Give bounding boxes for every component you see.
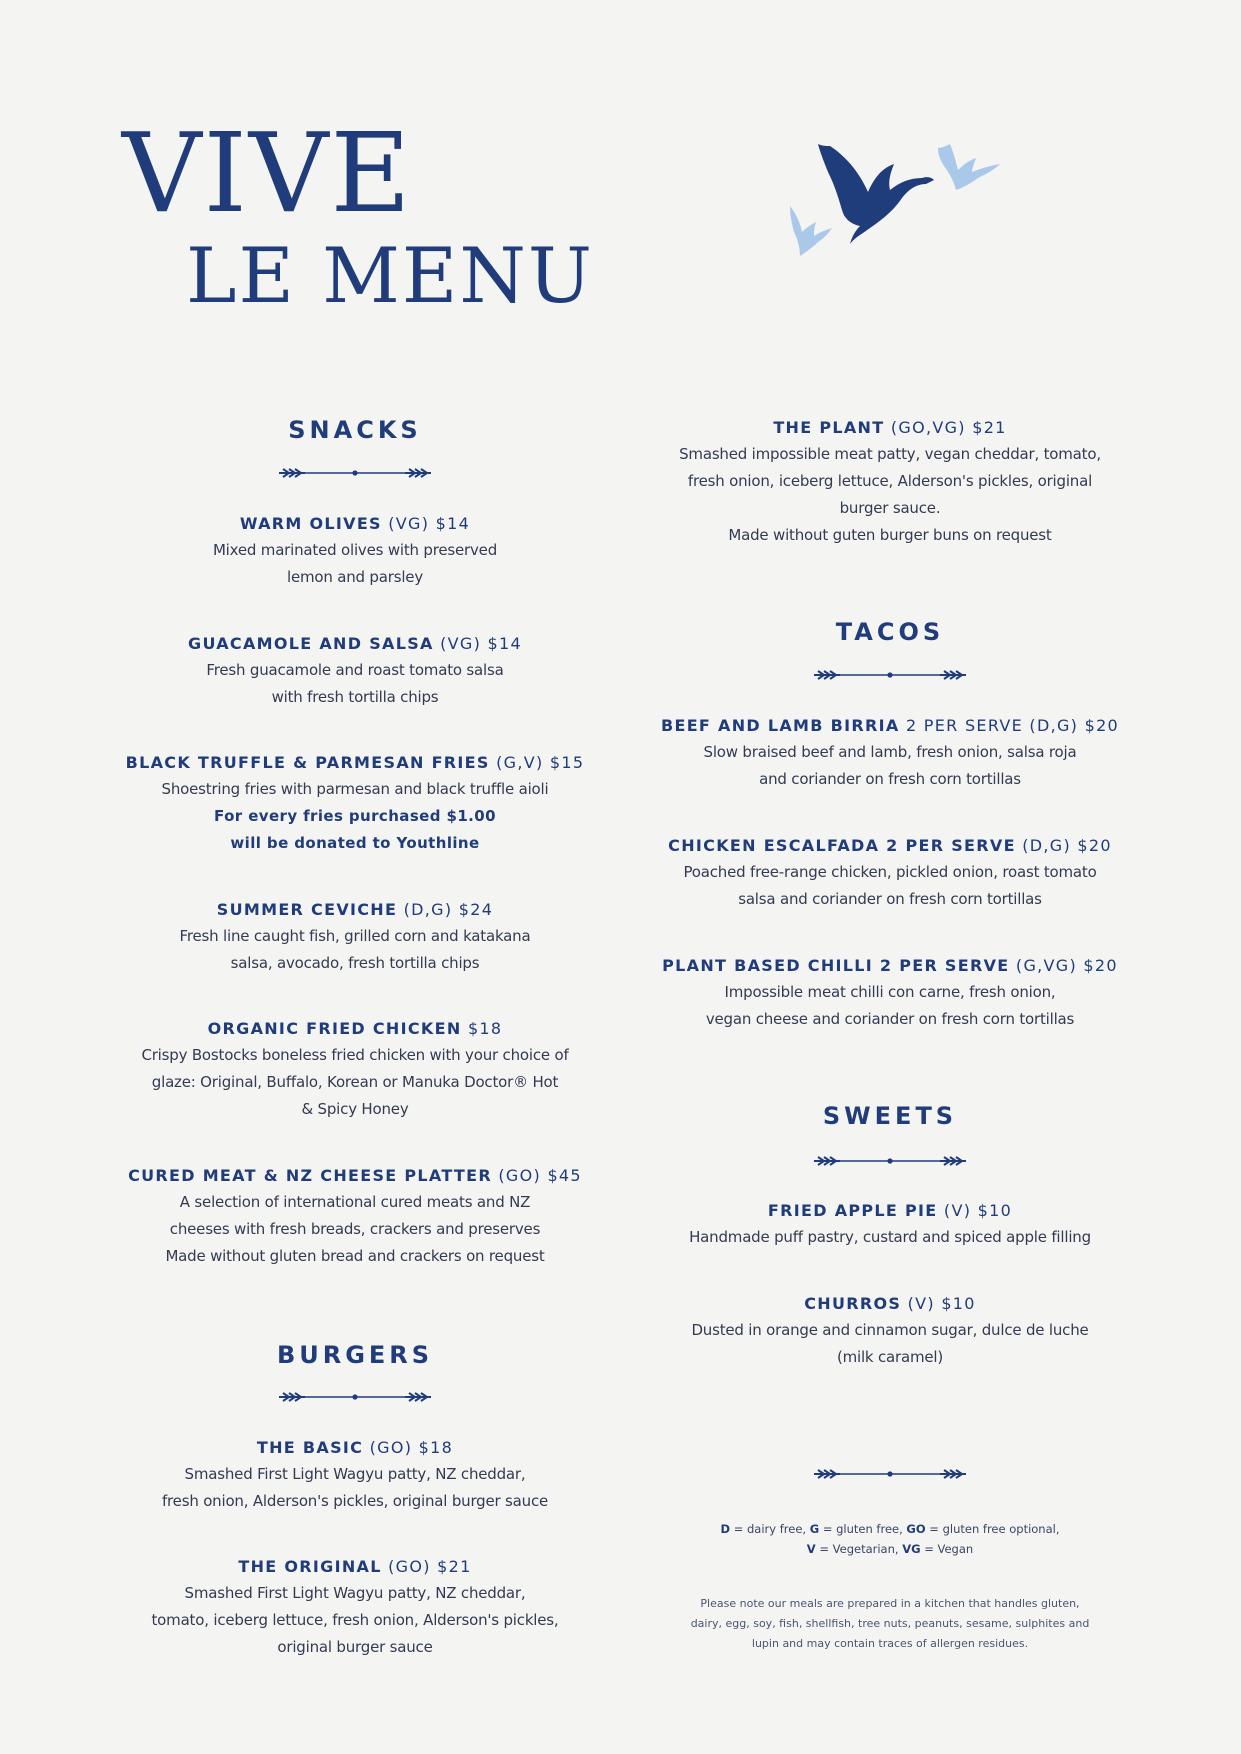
item-description-line: Made without gluten bread and crackers on request — [165, 1247, 545, 1265]
item-tags: (VG) $14 — [388, 514, 471, 533]
menu-item-truffle-fries — [122, 749, 588, 857]
item-name: CHURROS — [804, 1294, 902, 1313]
item-description-line: Slow braised beef and lamb, fresh onion, salsa roja — [703, 743, 1077, 761]
item-description-line: salsa and coriander on fresh corn tortillas — [738, 890, 1042, 908]
section-title-burgers: BURGERS — [276, 1341, 434, 1369]
menu-item-the-basic — [122, 1434, 588, 1515]
menu-item-plant-chilli — [655, 952, 1125, 1033]
allergen-note — [655, 1594, 1125, 1654]
item-tags: (GO) $21 — [388, 1557, 472, 1576]
item-description-line: glaze: Original, Buffalo, Korean or Manuka Doctor® Hot — [151, 1073, 559, 1091]
item-description-line: cheeses with fresh breads, crackers and preserves — [169, 1220, 541, 1238]
item-description-line: Shoestring fries with parmesan and black truffle aioli — [161, 780, 549, 798]
menu-item-cured-meat-platter — [122, 1162, 588, 1270]
item-name: THE PLANT — [773, 418, 885, 437]
section-title-tacos: TACOS — [835, 618, 945, 646]
item-description-line: burger sauce. — [839, 499, 941, 517]
right-column — [655, 0, 1125, 1754]
item-description-line: A selection of international cured meats and NZ — [179, 1193, 531, 1211]
menu-item-churros — [655, 1290, 1125, 1371]
item-description-line: Made without guten burger buns on request — [728, 526, 1052, 544]
item-tags: (GO) $18 — [369, 1438, 454, 1457]
item-description-line: Fresh guacamole and roast tomato salsa — [206, 661, 504, 679]
item-description-line: Poached free-range chicken, pickled onion, roast tomato — [683, 863, 1097, 881]
item-description-line: (milk caramel) — [836, 1348, 944, 1366]
menu-item-birria — [655, 712, 1125, 793]
item-name: WARM OLIVES — [239, 514, 382, 533]
legend-key: V — [806, 1542, 816, 1556]
item-description-line: lemon and parsley — [286, 568, 424, 586]
ornament-divider-icon — [810, 666, 970, 684]
item-tags: (G,V) $15 — [496, 753, 585, 772]
section-title-sweets: SWEETS — [822, 1102, 958, 1130]
legend-text: = gluten free optional, — [925, 1522, 1060, 1536]
item-description-line: original burger sauce — [277, 1638, 433, 1656]
menu-item-the-plant — [655, 414, 1125, 549]
item-tags: (D,G) $24 — [403, 900, 494, 919]
item-name: THE BASIC — [256, 1438, 364, 1457]
item-name: CURED MEAT & NZ CHEESE PLATTER — [128, 1166, 492, 1185]
item-description-line: Smashed First Light Wagyu patty, NZ cheddar, — [184, 1584, 526, 1602]
legend-text: = gluten free, — [819, 1522, 907, 1536]
item-tags: (GO) $45 — [498, 1166, 582, 1185]
item-description-line: salsa, avocado, fresh tortilla chips — [230, 954, 480, 972]
item-description-line: Fresh line caught fish, grilled corn and katakana — [179, 927, 531, 945]
legend-text: = dairy free, — [730, 1522, 810, 1536]
item-description-line: & Spicy Honey — [301, 1100, 409, 1118]
item-description-line: Crispy Bostocks boneless fried chicken with your choice of — [141, 1046, 569, 1064]
menu-item-summer-ceviche — [122, 896, 588, 977]
item-name: GUACAMOLE AND SALSA — [188, 634, 434, 653]
item-name: ORGANIC FRIED CHICKEN — [207, 1019, 462, 1038]
allergen-note-line: Please note our meals are prepared in a kitchen that handles gluten, — [700, 1597, 1080, 1610]
item-description-line: Dusted in orange and cinnamon sugar, dulce de luche — [691, 1321, 1089, 1339]
legend-key: GO — [906, 1522, 926, 1536]
item-description-line: and coriander on fresh corn tortillas — [759, 770, 1021, 788]
legend-text: = Vegetarian, — [815, 1542, 903, 1556]
menu-title-line-2: LE MENU — [186, 231, 594, 320]
menu-item-the-original — [122, 1553, 588, 1661]
item-description-line: Handmade puff pastry, custard and spiced apple filling — [689, 1228, 1091, 1246]
menu-item-fried-chicken — [122, 1015, 588, 1123]
item-name: FRIED APPLE PIE — [767, 1201, 938, 1220]
item-description-line: Impossible meat chilli con carne, fresh onion, — [724, 983, 1056, 1001]
item-tags: (GO,VG) $21 — [890, 418, 1007, 437]
item-tags: (V) $10 — [943, 1201, 1013, 1220]
allergen-note-line: lupin and may contain traces of allergen residues. — [751, 1637, 1029, 1650]
menu-title-line-1: VIVE — [122, 109, 413, 237]
item-description-line: tomato, iceberg lettuce, fresh onion, Alderson's pickles, — [151, 1611, 559, 1629]
legend-key: D — [720, 1522, 731, 1536]
item-tags: $18 — [467, 1019, 503, 1038]
allergen-note-line: dairy, egg, soy, fish, shellfish, tree nuts, peanuts, sesame, sulphites and — [690, 1617, 1090, 1630]
item-description-line: with fresh tortilla chips — [271, 688, 439, 706]
item-name: CHICKEN ESCALFADA 2 PER SERVE — [668, 836, 1016, 855]
item-name: BLACK TRUFFLE & PARMESAN FRIES — [125, 753, 490, 772]
legend-text: = Vegan — [920, 1542, 974, 1556]
ornament-divider-icon — [810, 1152, 970, 1170]
item-description-line: vegan cheese and coriander on fresh corn tortillas — [705, 1010, 1075, 1028]
item-description-line: Smashed First Light Wagyu patty, NZ cheddar, — [184, 1465, 526, 1483]
item-name: SUMMER CEVICHE — [216, 900, 398, 919]
item-name: THE ORIGINAL — [238, 1557, 382, 1576]
legend-key: G — [809, 1522, 820, 1536]
donation-note-line: For every fries purchased $1.00 — [214, 807, 496, 825]
item-tags: (D,G) $20 — [1022, 836, 1112, 855]
item-description-line: fresh onion, iceberg lettuce, Alderson's pickles, original — [687, 472, 1093, 490]
menu-item-chicken-escalfada — [655, 832, 1125, 913]
item-description-line: Mixed marinated olives with preserved — [212, 541, 498, 559]
item-tags: (VG) $14 — [440, 634, 522, 653]
menu-item-guacamole — [122, 630, 588, 711]
dietary-legend — [655, 1519, 1125, 1559]
menu-item-warm-olives — [122, 510, 588, 591]
donation-note-line: will be donated to Youthline — [230, 834, 480, 852]
item-tags: (G,VG) $20 — [1015, 956, 1118, 975]
item-description-line: Smashed impossible meat patty, vegan cheddar, tomato, — [679, 445, 1101, 463]
item-name: PLANT BASED CHILLI 2 PER SERVE — [662, 956, 1010, 975]
section-title-snacks: SNACKS — [288, 416, 422, 444]
item-name: BEEF AND LAMB BIRRIA — [660, 716, 900, 735]
left-column — [122, 0, 588, 1754]
item-tags: 2 PER SERVE (D,G) $20 — [905, 716, 1120, 735]
ornament-divider-icon — [810, 1465, 970, 1483]
ornament-divider-icon — [275, 464, 435, 482]
ornament-divider-icon — [275, 1388, 435, 1406]
item-tags: (V) $10 — [907, 1294, 976, 1313]
legend-key: VG — [902, 1542, 921, 1556]
menu-item-fried-apple-pie — [655, 1197, 1125, 1251]
item-description-line: fresh onion, Alderson's pickles, original burger sauce — [161, 1492, 549, 1510]
